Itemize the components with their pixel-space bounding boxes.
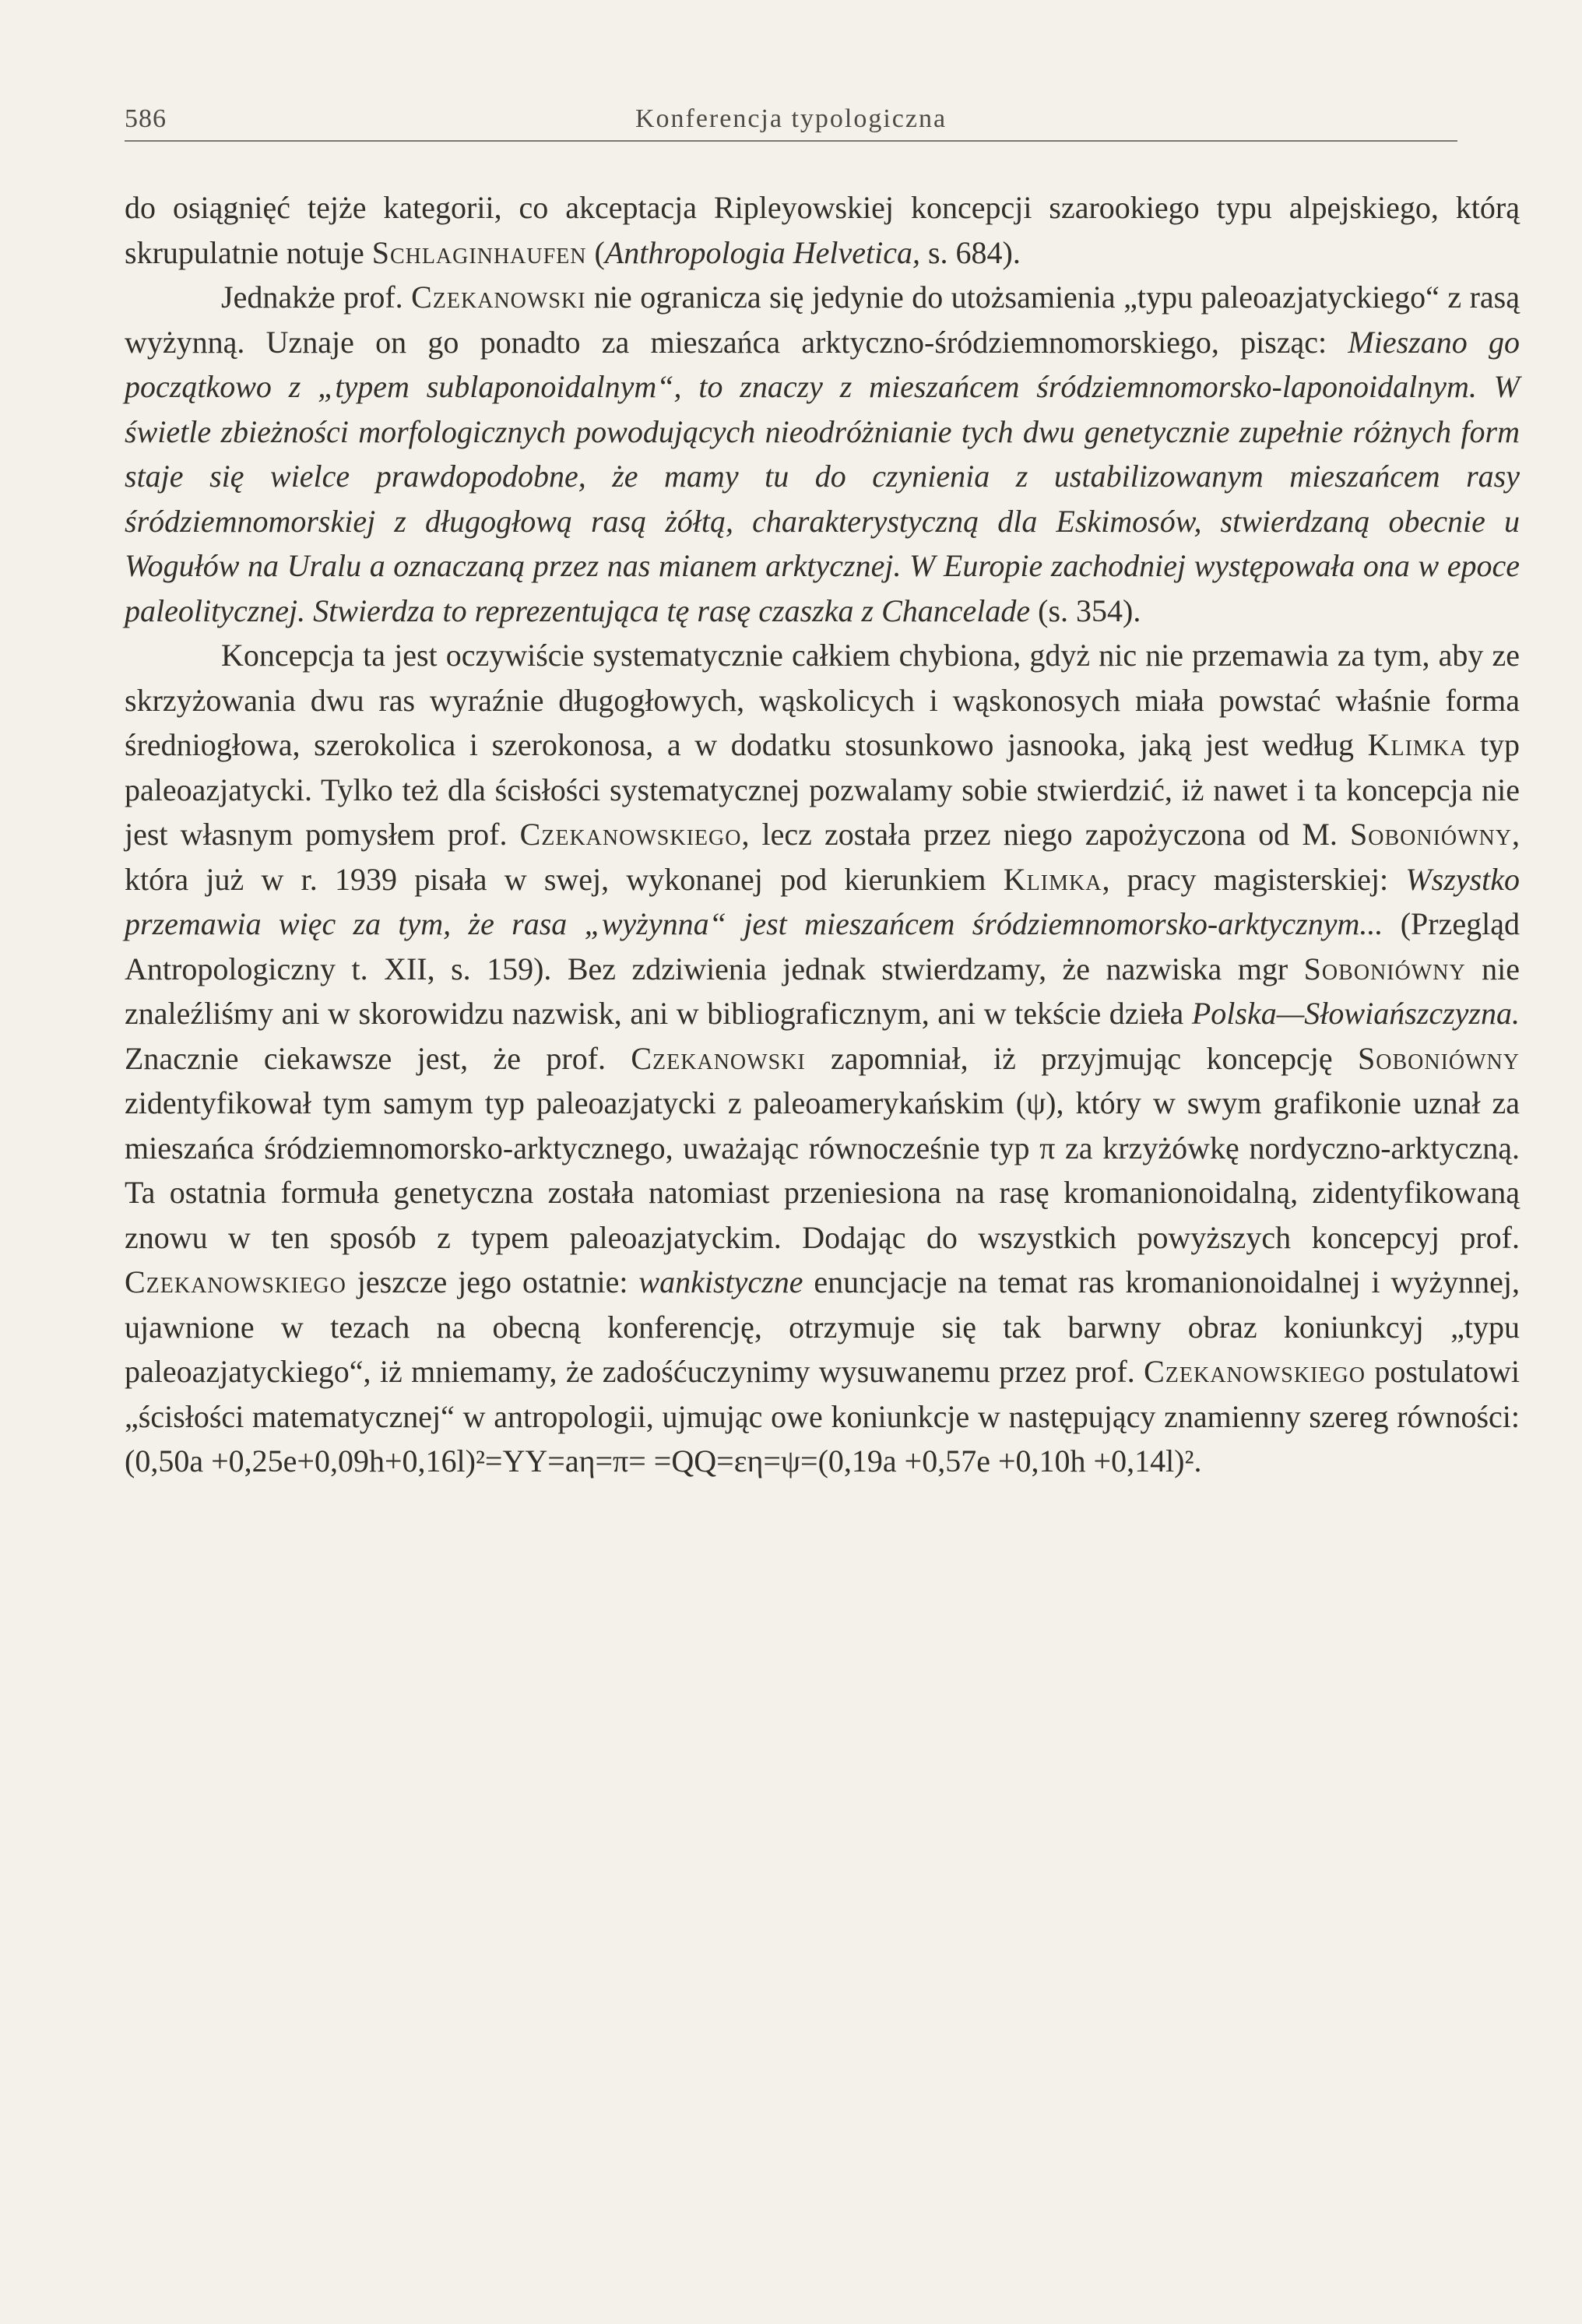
text-run: s. 684). xyxy=(919,234,1021,270)
text-run: , lecz została przez niego zapożyczona od M. xyxy=(741,817,1350,852)
author-name: Czekanowski xyxy=(631,1040,806,1076)
author-name: Czekanowskiego xyxy=(125,1264,346,1299)
paragraph-czekanowski xyxy=(125,275,1520,633)
text-run: zapomniał, iż przyjmując koncepcję xyxy=(805,1040,1358,1076)
paragraph-koncepcja xyxy=(125,633,1520,1484)
book-title: Anthropologia Helvetica, xyxy=(604,234,920,270)
text-run: ( xyxy=(586,234,605,270)
page-header xyxy=(125,100,1457,134)
book-title: Polska—Słowiańszczyzna. xyxy=(1191,996,1520,1031)
header-rule xyxy=(125,140,1457,142)
running-title: Konferencja typologiczna xyxy=(635,104,947,133)
text-run: , pracy magisterskiej: xyxy=(1102,861,1406,897)
body-text xyxy=(125,185,1520,1484)
page-number: 586 xyxy=(125,104,167,133)
text-run: do osiągnięć tejże kategorii, co akceptacja Ripleyowskiej koncepcji szarookiego typu alpejskiego, którą skrupulatnie notuje xyxy=(125,190,1520,270)
text-run: typ paleoazjatycki. Tylko też dla ścisłości systematycznej pozwalamy sobie stwierdzić, iż nawet i ta koncepcja nie jest własnym pomysłem prof. xyxy=(125,727,1520,852)
author-name: Schlaginhaufen xyxy=(371,234,587,270)
author-name: Czekanowskiego xyxy=(1144,1354,1366,1389)
text-run: Jednakże prof. xyxy=(221,280,412,315)
text-run: (Przegląd Antropologiczny t. XII, s. 159). Bez zdziwienia jednak stwierdzamy, że nazwiska mgr xyxy=(125,906,1520,986)
text-run: Znacznie ciekawsze jest, że prof. xyxy=(125,1040,631,1076)
text-run: nie znaleźliśmy ani w skorowidzu nazwisk, ani w bibliograficznym, ani w tekście dzieła xyxy=(125,951,1520,1031)
text-run: (s. 354). xyxy=(1030,592,1141,628)
author-name: Soboniówny xyxy=(1303,951,1466,986)
text-run: enuncjacje na temat ras kromanionoidalnej i wyżynnej, ujawnione w tezach na obecną konferencję, otrzymuje się tak barwny obraz koniunkcyj „typu paleoazjatyckiego“, iż mniemamy, że zadośćuczynimy wysuwanemu przez prof. xyxy=(125,1264,1520,1389)
quotation: Wszystko przemawia więc za tym, że rasa „wyżynna“ jest mieszańcem śródziemnomorsko-arktycznym... xyxy=(125,861,1520,941)
author-name: Klimka xyxy=(1367,727,1467,762)
author-name: Klimka xyxy=(1003,861,1102,897)
text-run: nie ogranicza się jedynie do utożsamienia „typu paleoazjatyckiego“ z rasą wyżynną. Uznaje on go ponadto za mieszańca arktyczno-śródziemnomorskiego, pisząc: xyxy=(125,280,1520,360)
italic-term: wankistyczne xyxy=(638,1264,803,1299)
paragraph-continuation xyxy=(125,185,1520,275)
text-run: zidentyfikował tym samym typ paleoazjatycki z paleoamerykańskim (ψ), który w swym grafikonie uznał za mieszańca śródziemnomorsko-arktycznego, uważając równocześnie typ π za krzyżówkę nordyczno-arktyczną. Ta ostatnia formuła genetyczna została natomiast przeniesiona na rasę kromanionoidalną, zidentyfikowaną znowu w ten sposób z typem paleoazjatyckim. Dodając do wszystkich powyższych koncepcyj prof. xyxy=(125,1085,1520,1255)
text-run: Koncepcja ta jest oczywiście systematycznie całkiem chybiona, gdyż nic nie przemawia za tym, aby ze skrzyżowania dwu ras wyraźnie długogłowych, wąskolicych i wąskonosych miała powstać właśnie forma średniogłowa, szerokolica i szerokonosa, a w dodatku stosunkowo jasnooka, jaką jest według xyxy=(125,638,1520,762)
text-run: jeszcze jego ostatnie: xyxy=(346,1264,639,1299)
quotation: Mieszano go początkowo z „typem sublaponoidalnym“, to znaczy z mieszańcem śródziemnomorsko-laponoidalnym. W świetle zbieżności morfologicznych powodujących nieodróżnianie tych dwu genetycznie zupełnie różnych form staje się wielce prawdopodobne, że mamy tu do czynienia z ustabilizowanym mieszańcem rasy śródziemnomorskiej z długogłową rasą żółtą, charakterystyczną dla Eskimosów, stwierdzaną obecnie u Wogułów na Uralu a oznaczaną przez nas mianem arktycznej. W Europie zachodniej występowała ona w epoce paleolitycznej. Stwierdza to reprezentująca tę rasę czaszka z Chancelade xyxy=(125,324,1520,628)
text-run: , która już w r. 1939 pisała w swej, wykonanej pod kierunkiem xyxy=(125,817,1520,897)
author-name: Soboniówny xyxy=(1358,1040,1520,1076)
text-run: postulatowi „ścisłości matematycznej“ w antropologii, ujmując owe koniunkcje w następujący znamienny szereg równości: (0,50a +0,25e+0,09h+0,16l)²=YY=aη=π= =QQ=εη=ψ=(0,19a +0,57e +0,10h +0,14l)². xyxy=(125,1354,1520,1478)
author-name: Czekanowskiego xyxy=(519,817,742,852)
author-name: Soboniówny xyxy=(1350,817,1512,852)
author-name: Czekanowski xyxy=(411,280,586,315)
